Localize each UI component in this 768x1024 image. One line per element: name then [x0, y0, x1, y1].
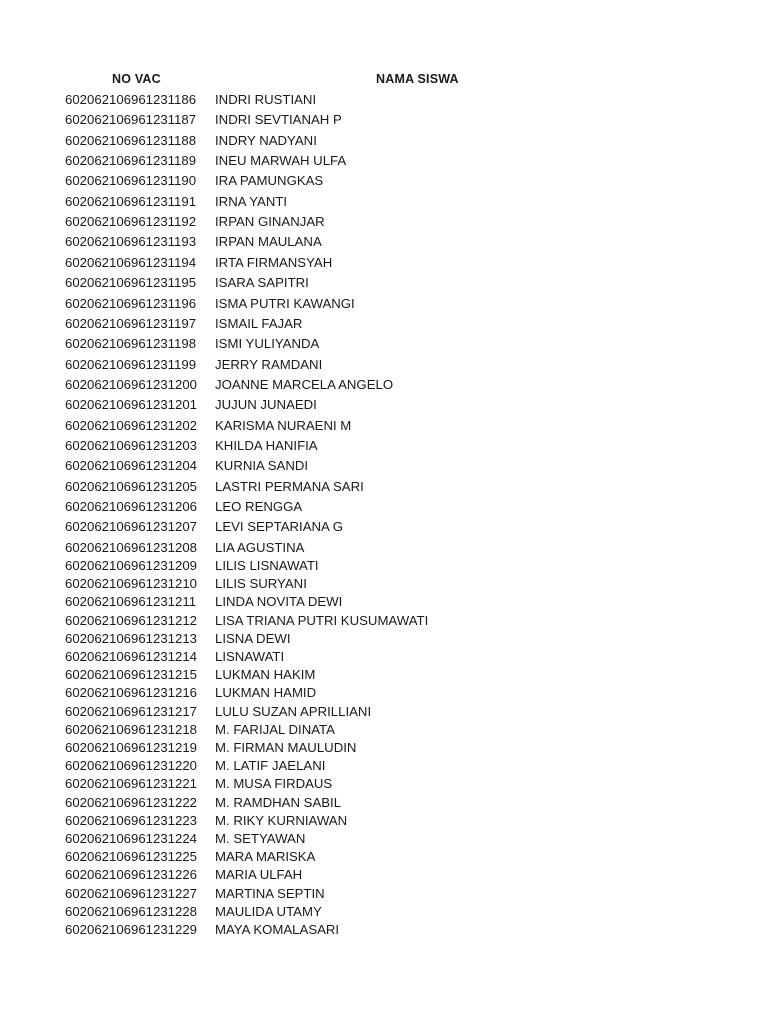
table-row: [0, 812, 768, 830]
student-name-cell: ISMI YULIYANDA: [215, 336, 320, 352]
table-row: [0, 213, 768, 231]
vac-number-cell: 602062106961231229: [65, 921, 198, 937]
vac-number-cell: 602062106961231208: [65, 539, 198, 555]
table-row: [0, 848, 768, 866]
vac-number-cell: 602062106961231225: [65, 849, 198, 865]
table-row: [0, 295, 768, 313]
student-name-cell: INEU MARWAH ULFA: [215, 153, 347, 168]
table-row: [0, 132, 768, 150]
vac-number-cell: 602062106961231193: [65, 234, 197, 250]
table-row: [0, 172, 768, 190]
table-row: [0, 111, 768, 129]
student-name-cell: INDRY NADYANI: [215, 132, 317, 148]
student-name-cell: M. RAMDHAN SABIL: [215, 794, 342, 810]
student-name-cell: JUJUN JUNAEDI: [215, 397, 317, 413]
vac-number-cell: 602062106961231210: [65, 576, 198, 592]
student-name-cell: KHILDA HANIFIA: [215, 438, 318, 453]
student-name-cell: ISMA PUTRI KAWANGI: [215, 295, 355, 311]
student-name-cell: LINDA NOVITA DEWI: [215, 594, 343, 610]
table-row: [0, 498, 768, 516]
student-name-cell: M. MUSA FIRDAUS: [215, 776, 333, 792]
student-name-cell: INDRI RUSTIANI: [215, 92, 317, 107]
vac-number-cell: 602062106961231224: [65, 830, 198, 846]
student-name-cell: M. LATIF JAELANI: [215, 758, 326, 774]
student-name-cell: JERRY RAMDANI: [215, 356, 323, 372]
student-name-cell: KURNIA SANDI: [215, 458, 309, 474]
vac-number-cell: 602062106961231205: [65, 478, 198, 494]
table-row: [0, 91, 768, 109]
student-name-cell: LISNA DEWI: [215, 630, 291, 646]
student-name-cell: LEO RENGGA: [215, 499, 303, 514]
table-row: [0, 703, 768, 721]
table-row: [0, 518, 768, 536]
vac-number-cell: 602062106961231202: [65, 417, 198, 433]
table-row: [0, 794, 768, 812]
table-row: [0, 775, 768, 793]
table-row: [0, 830, 768, 848]
table-row: [0, 152, 768, 170]
student-name-cell: LASTRI PERMANA SARI: [215, 478, 364, 494]
student-name-cell: M. FARIJAL DINATA: [215, 721, 335, 737]
vac-number-cell: 602062106961231206: [65, 499, 198, 514]
vac-number-cell: 602062106961231214: [65, 648, 198, 664]
vac-number-cell: 602062106961231199: [65, 356, 197, 372]
student-name-cell: IRTA FIRMANSYAH: [215, 254, 333, 270]
vac-number-cell: 602062106961231215: [65, 667, 198, 683]
student-name-cell: LUKMAN HAMID: [215, 685, 317, 701]
student-name-cell: INDRI SEVTIANAH P: [215, 112, 342, 128]
table-row: [0, 630, 768, 648]
table-row: [0, 437, 768, 455]
vac-number-cell: 602062106961231190: [65, 173, 197, 189]
table-row: [0, 721, 768, 739]
table-row: [0, 666, 768, 684]
table-row: [0, 921, 768, 939]
table-row: [0, 885, 768, 903]
table-row: [0, 575, 768, 593]
student-name-cell: LISA TRIANA PUTRI KUSUMAWATI: [215, 612, 429, 628]
table-row: [0, 376, 768, 394]
table-row: [0, 417, 768, 435]
vac-number-cell: 602062106961231218: [65, 721, 198, 737]
table-row: [0, 478, 768, 496]
vac-number-cell: 602062106961231186: [65, 92, 197, 107]
table-row: [0, 233, 768, 251]
student-name-cell: MARIA ULFAH: [215, 867, 303, 883]
vac-number-cell: 602062106961231189: [65, 153, 197, 168]
vac-number-cell: 602062106961231223: [65, 812, 198, 828]
vac-number-cell: 602062106961231219: [65, 739, 198, 755]
student-name-cell: LEVI SEPTARIANA G: [215, 519, 344, 535]
student-name-cell: M. RIKY KURNIAWAN: [215, 812, 348, 828]
table-row: [0, 254, 768, 272]
vac-number-cell: 602062106961231195: [65, 275, 197, 291]
student-name-cell: LULU SUZAN APRILLIANI: [215, 703, 372, 719]
student-name-cell: ISMAIL FAJAR: [215, 315, 303, 331]
student-name-cell: LILIS SURYANI: [215, 576, 307, 592]
table-row: [0, 557, 768, 575]
student-name-cell: MAULIDA UTAMY: [215, 903, 322, 919]
student-name-cell: LISNAWATI: [215, 648, 285, 664]
table-row: [0, 903, 768, 921]
vac-number-cell: 602062106961231191: [65, 193, 197, 209]
table-row: [0, 757, 768, 775]
column-header-nama-siswa: NAMA SISWA: [376, 72, 459, 86]
vac-number-cell: 602062106961231192: [65, 214, 197, 230]
vac-number-cell: 602062106961231226: [65, 867, 198, 883]
vac-number-cell: 602062106961231203: [65, 438, 198, 453]
student-name-cell: MARA MARISKA: [215, 849, 316, 865]
vac-number-cell: 602062106961231204: [65, 458, 198, 474]
table-row: [0, 315, 768, 333]
table-row: [0, 539, 768, 557]
vac-number-cell: 602062106961231221: [65, 776, 198, 792]
student-name-cell: IRPAN GINANJAR: [215, 214, 325, 230]
student-name-cell: ISARA SAPITRI: [215, 275, 309, 291]
table-row: [0, 739, 768, 757]
vac-number-cell: 602062106961231222: [65, 794, 198, 810]
table-row: [0, 193, 768, 211]
vac-number-cell: 602062106961231197: [65, 315, 197, 331]
student-name-cell: JOANNE MARCELA ANGELO: [215, 376, 394, 392]
vac-number-cell: 602062106961231228: [65, 903, 198, 919]
vac-number-cell: 602062106961231196: [65, 295, 197, 311]
vac-number-cell: 602062106961231227: [65, 885, 198, 901]
vac-number-cell: 602062106961231220: [65, 758, 198, 774]
table-row: [0, 612, 768, 630]
vac-number-cell: 602062106961231209: [65, 557, 198, 573]
table-row: [0, 648, 768, 666]
student-name-cell: M. FIRMAN MAULUDIN: [215, 739, 357, 755]
vac-number-cell: 602062106961231188: [65, 132, 197, 148]
table-row: [0, 335, 768, 353]
column-header-no-vac: NO VAC: [112, 72, 161, 86]
table-row: [0, 356, 768, 374]
vac-number-cell: 602062106961231200: [65, 376, 198, 392]
table-row: [0, 593, 768, 611]
student-name-cell: LIA AGUSTINA: [215, 539, 305, 555]
student-name-cell: MARTINA SEPTIN: [215, 885, 325, 901]
table-row: [0, 396, 768, 414]
vac-number-cell: 602062106961231198: [65, 336, 197, 352]
student-name-cell: LILIS LISNAWATI: [215, 557, 319, 573]
vac-number-cell: 602062106961231212: [65, 612, 198, 628]
vac-number-cell: 602062106961231201: [65, 397, 198, 413]
table-row: [0, 457, 768, 475]
vac-number-cell: 602062106961231217: [65, 703, 198, 719]
vac-number-cell: 602062106961231187: [65, 112, 197, 128]
student-name-cell: M. SETYAWAN: [215, 830, 306, 846]
student-name-cell: LUKMAN HAKIM: [215, 667, 316, 683]
vac-number-cell: 602062106961231213: [65, 630, 198, 646]
vac-number-cell: 602062106961231211: [65, 594, 197, 610]
vac-number-cell: 602062106961231216: [65, 685, 198, 701]
table-row: [0, 866, 768, 884]
vac-number-cell: 602062106961231207: [65, 519, 198, 535]
student-name-cell: MAYA KOMALASARI: [215, 921, 340, 937]
student-name-cell: KARISMA NURAENI M: [215, 417, 352, 433]
student-name-cell: IRPAN MAULANA: [215, 234, 322, 250]
table-row: [0, 684, 768, 702]
student-name-cell: IRNA YANTI: [215, 193, 288, 209]
table-row: [0, 274, 768, 292]
vac-number-cell: 602062106961231194: [65, 254, 197, 270]
student-name-cell: IRA PAMUNGKAS: [215, 173, 324, 189]
